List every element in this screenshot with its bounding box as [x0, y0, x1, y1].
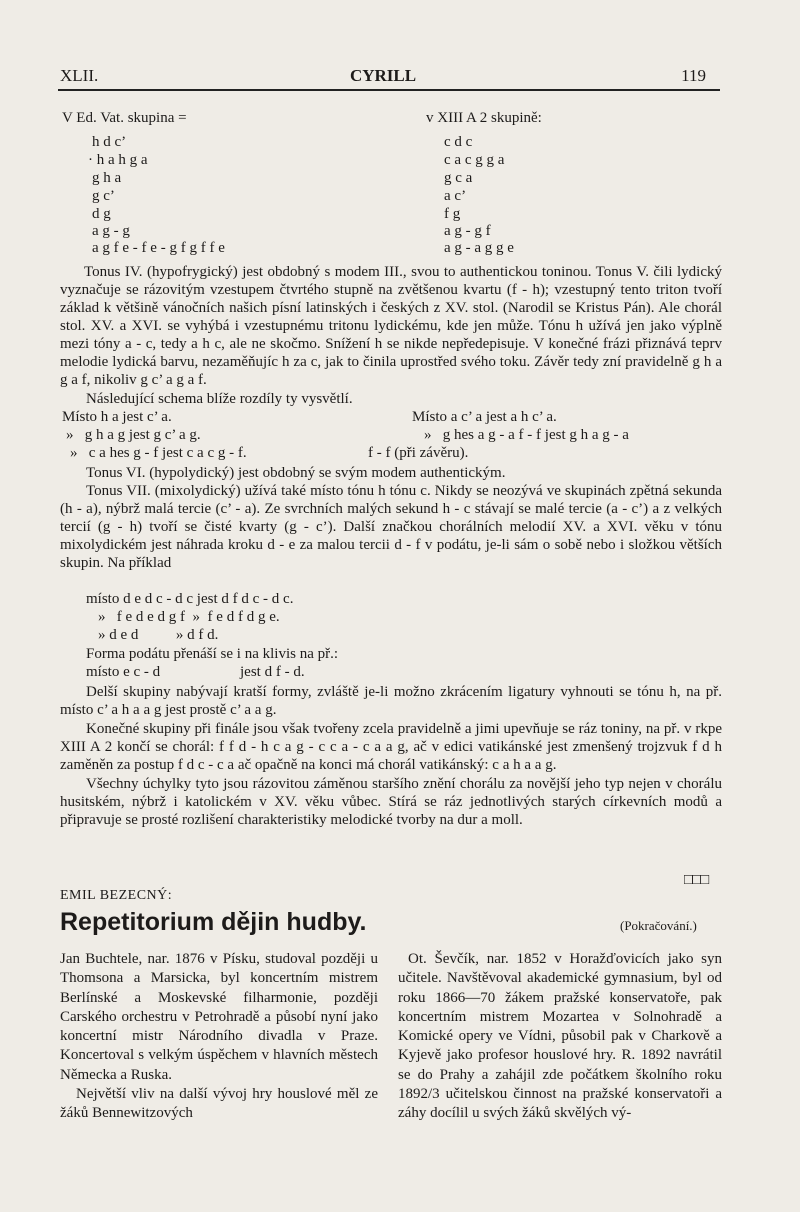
schema-line: f - f (při závěru). [368, 445, 469, 461]
header-rule [58, 89, 720, 91]
example-line: » d e d » d f d. [98, 627, 219, 643]
left-group-line: a g f e - f e - g f g f f e [92, 240, 225, 256]
schema-line: » g hes a g - a f - f jest g h a g - a [424, 427, 629, 443]
forma-line: Forma podátu přenáší se i na klivis na př.: [86, 646, 339, 662]
page-number: 119 [681, 66, 706, 85]
paragraph-delsi-skupiny: Delší skupiny nabývají kratší formy, zvláště je-li možno zkrácením ligatury vyhnouti se tónu h, na př. místo c’ a h a a g jest prostě c’ a a g. [60, 684, 722, 718]
left-group-line: d g [92, 206, 111, 222]
left-group-title: V Ed. Vat. skupina = [62, 110, 187, 126]
right-group-line: a g - g f [444, 223, 491, 239]
right-group-line: f g [444, 206, 461, 222]
paragraph-sevcik: Ot. Ševčík, nar. 1852 v Horažďovicích jako syn učitele. Navštěvoval akademické gymnasium, byl od roku 1866—70 žákem pražské konservatoře, pak koncertním mistrem Mozartea v Solnohradě a Komické opery ve Vídni, působil pak v Charkově a Kyjevě jako profesor houslové hry. R. 1892 navrátil se do Prahy a zahájil zde počátkem školního roku 1892/3 učitelskou činnost na pražské konservatoři a záhy docílil u svých žáků skvělých vý- [398, 951, 722, 1122]
right-group-line: c a c g g a [444, 152, 505, 168]
example-line: místo d e d c - d c jest d f d c - d c. [86, 591, 294, 607]
paragraph-bennewitz: Největší vliv na další vývoj hry houslové měl ze žáků Bennewitzových [60, 1086, 378, 1122]
article-column-left [60, 950, 378, 1124]
left-group-line: g h a [92, 170, 122, 186]
running-header [60, 66, 706, 88]
example-line: » f e d e d g f » f e d f d g e. [98, 609, 280, 625]
article-author: EMIL BEZECNÝ: [60, 888, 173, 903]
paragraph-vsechny-uchylky: Všechny úchylky tyto jsou rázovitou záměnou staršího znění chorálu za novější jeho typ nejen v chorálu husitském, nýbrž i katolickém v XV. věku vůbec. Stírá se ráz jednotlivých starých církevních modů a připravuje se prosté rozlišení charakteristiky melodické tvorby na dur a moll. [60, 776, 722, 828]
left-group-line: · h a h g a [88, 152, 148, 168]
paragraph-konecne-skupiny: Konečné skupiny při finále jsou však tvořeny zcela pravidelně a jimi upevňuje se ráz toniny, na př. v rkpe XIII A 2 končí se chorál: f f d - h c a g - c c a - c a a g, ač v edici vatikánské jest zmenšený trojzvuk f d h zaměněn za postup f d c - c a ač opačně na konci má chorál vatikánský: c a h a a g. [60, 721, 722, 773]
forma-example-right: jest d f - d. [240, 664, 305, 680]
journal-title: CYRILL [349, 66, 417, 85]
right-group-line: c d c [444, 134, 473, 150]
schema-line: Místo h a jest c’ a. [62, 409, 172, 425]
schema-intro: Následující schema blíže rozdíly ty vysvětlí. [86, 391, 353, 407]
paragraph-tonus-iv-v: Tonus IV. (hypofrygický) jest obdobný s modem III., svou to authentickou toninou. Tonus V. čili lydický vyznačuje se rázovitým vzestupem čtvrtého stupně na zvětšenou kvartu (f - h); vzestupný tento triton tvoří základ k většině vánočních našich písní latinských i českých z XV. stol. (Narodil se Kristus Pán). Ale chorál stol. XV. a XVI. se vyhýbá i vzestupnému tritonu lydickému, kde jen může. Tónu h užívá jen jako výplně mezi tóny a - c, tedy a h c, ale ne skočmo. Snížení h se nikde nepředepisuje. V konečné frázi přiznává teprv melodie lydická barvu, nezaměňujíc h za c, jak to činila uprostřed svého toku. Závěr tedy zní pravidelně g h a g a f, nikoliv g c’ a g a f. [60, 264, 722, 388]
paragraph-buchtele: Jan Buchtele, nar. 1876 v Písku, studoval později u Thomsona a Marsicka, byl koncertním mistrem Berlínské a Moskevské filharmonie, později Carského orchestru v Petrohradě a působí nyní jako koncertní mistr Národního divadla v Praze. Koncertoval s velkým úspěchem v hlavních městech Německa a Ruska. [60, 951, 378, 1083]
schema-line: Místo a c’ a jest a h c’ a. [412, 409, 557, 425]
left-group-line: g c’ [92, 188, 115, 204]
volume-number: XLII. [60, 66, 99, 85]
paragraph-tonus-vi: Tonus VI. (hypolydický) jest obdobný se svým modem authentickým. [86, 465, 506, 481]
right-group-line: a g - a g g e [444, 240, 514, 256]
article-title: Repetitorium dějin hudby. [60, 908, 367, 936]
right-group-title: v XIII A 2 skupině: [426, 110, 542, 126]
schema-line: » g h a g jest g c’ a g. [66, 427, 201, 443]
schema-line: » c a hes g - f jest c a c g - f. [70, 445, 247, 461]
continued-note: (Pokračování.) [620, 918, 697, 933]
paragraph-tonus-vii: Tonus VII. (mixolydický) užívá také místo tónu h tónu c. Nikdy se neozývá ve skupinách zpětná sekunda (h - a), nýbrž malá tercie (c’ - a). Ze svrchních malých sekund h - c stávají se malé tercie (a - c’) a z velkých tercií (g - h) tvoří se čisté kvarty (g - c’). Další značkou chorálních melodií XV. a XVI. věku v tónu mixolydickém jest náhrada kroku d - e za malou tercii d - f v podátu, je-li sám o sobě nebo i složkou větších skupin. Na příklad [60, 483, 722, 571]
section-end-mark: □□□ [684, 872, 709, 888]
forma-example-left: místo e c - d [86, 664, 161, 680]
right-group-line: g c a [444, 170, 473, 186]
article-column-right [398, 950, 722, 1124]
right-group-line: a c’ [444, 188, 467, 204]
left-group-line: h d c’ [92, 134, 127, 150]
left-group-line: a g - g [92, 223, 130, 239]
